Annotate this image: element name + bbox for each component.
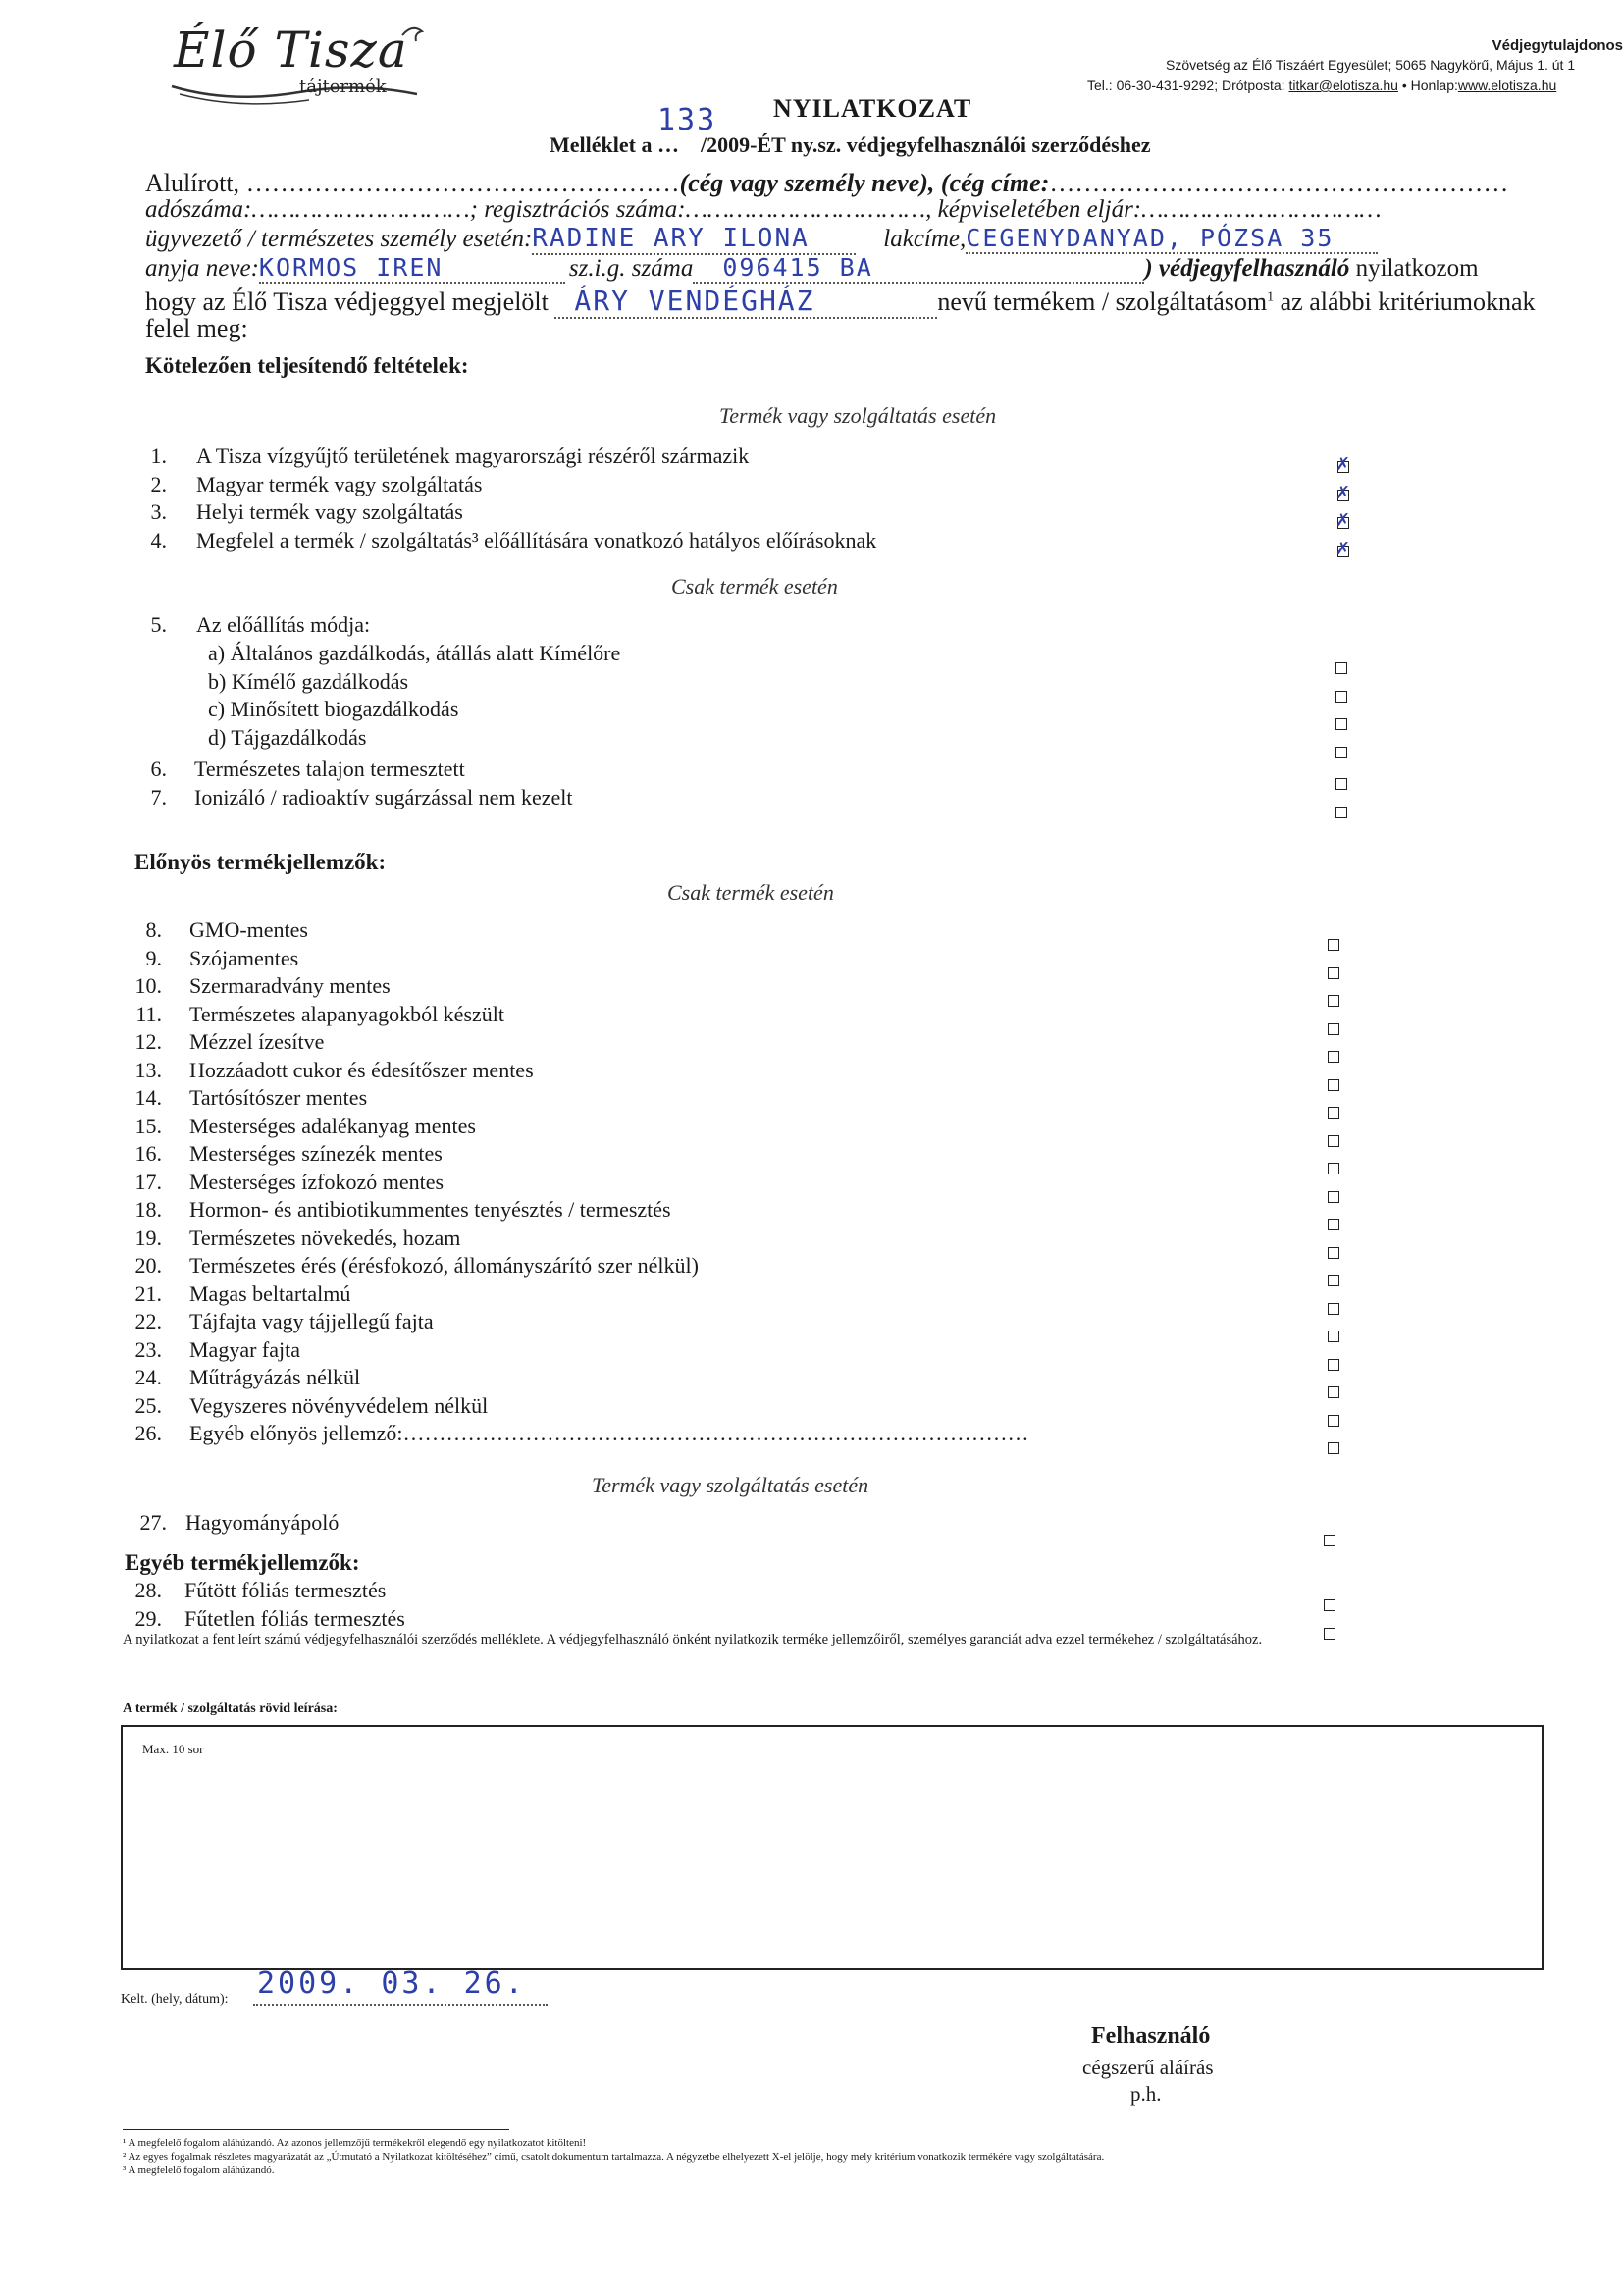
item-label: Tartósítószer mentes [189, 1085, 368, 1110]
item-label: Természetes érés (érésfokozó, állományszárító szer nélkül) [189, 1253, 699, 1278]
item-number: 15. [134, 1113, 162, 1138]
item-number: 12. [134, 1029, 162, 1054]
section-advantageous-heading: Előnyös termékjellemzők: [134, 850, 387, 874]
item-label-27: Hagyományápoló [185, 1510, 340, 1535]
item-label: GMO-mentes [189, 917, 308, 942]
item-number: 8. [145, 917, 162, 942]
description-label: A termék / szolgáltatás rövid leírása: [123, 1701, 338, 1716]
item-number: 29. [134, 1605, 162, 1631]
mother-name: KORMOS IREN [259, 253, 565, 284]
item-label: Egyéb előnyös jellemző:…………………………………………………………………………… [189, 1421, 1029, 1445]
item-number: 28. [134, 1578, 162, 1602]
item-label: Mesterséges adalékanyag mentes [189, 1113, 476, 1138]
item-label: Magyar fajta [189, 1336, 300, 1362]
address: CEGENYDANYAD, PÓZSA 35 [966, 224, 1378, 254]
intro-line-1: Alulírott, ……………………………………………(cég vagy személy neve), (cég címe:……………………………………………… [145, 169, 1509, 197]
checkbox[interactable] [1335, 807, 1347, 818]
item-label: Mesterséges színezék mentes [189, 1141, 443, 1166]
intro-line-5: hogy az Élő Tisza védjeggyel megjelölt ÁRY VENDÉGHÁZ nevű termékem / szolgáltatásom$^1$ az alábbi kritériumoknak [145, 285, 1536, 317]
production-method-option: a) Általános gazdálkodás, átállás alatt Kímélőre [208, 641, 621, 665]
page-subtitle: Melléklet a 133 … /2009-ÉT ny.sz. védjegyfelhasználói szerződéshez [550, 103, 1151, 157]
checkbox[interactable] [1328, 1163, 1339, 1174]
subheading-product-or-service-2: Termék vagy szolgáltatás esetén [592, 1473, 869, 1497]
checkbox[interactable] [1335, 510, 1351, 531]
item-label: Mesterséges ízfokozó mentes [189, 1169, 445, 1194]
item-number: 27. [139, 1510, 167, 1535]
item-number: 26. [134, 1421, 162, 1445]
production-method-option: b) Kímélő gazdálkodás [208, 668, 409, 694]
logo [162, 18, 437, 106]
item-label: Természetes növekedés, hozam [189, 1225, 461, 1250]
checkbox[interactable] [1335, 747, 1347, 758]
item-label: Helyi termék vagy szolgáltatás [196, 499, 463, 524]
item-number: 14. [134, 1085, 162, 1110]
product-name: ÁRY VENDÉGHÁZ [554, 285, 937, 319]
checkbox[interactable] [1328, 1303, 1339, 1315]
item-number: 4. [150, 527, 167, 552]
signature-line-1: cégszerű aláírás [1082, 2056, 1214, 2079]
intro-line-3: ügyvezető / természetes személy esetén:RADINE ARY ILONA lakcíme,CEGENYDANYAD, PÓZSA 35 [145, 224, 1378, 255]
item-label: Szermaradvány mentes [189, 973, 391, 998]
subheading-product-only-2: Csak termék esetén [667, 880, 834, 905]
checkbox[interactable] [1328, 1079, 1339, 1091]
item-label: Magyar termék vagy szolgáltatás [196, 471, 483, 496]
item-number: 18. [134, 1197, 162, 1222]
declaration-note: A nyilatkozat a fent leírt számú védjegyfelhasználói szerződés melléklete. A védjegyfelhasználó önként nyilatkozik terméke jellemzőiről, személyes garanciát adva ezzel termékehez / szolgáltatásához. [123, 1632, 1263, 1647]
footnote: ³ A megfelelő fogalom aláhúzandó. [123, 2165, 275, 2176]
signature-line-2: p.h. [1130, 2082, 1162, 2106]
checkbox[interactable] [1328, 939, 1339, 951]
checkbox[interactable] [1324, 1599, 1335, 1611]
item-number: 10. [134, 973, 162, 998]
checkbox[interactable] [1328, 1023, 1339, 1035]
item-number: 21. [134, 1280, 162, 1306]
section-mandatory-heading: Kötelezően teljesítendő feltételek: [145, 353, 469, 378]
check-mark-x: ✗ [1335, 454, 1351, 475]
checkbox[interactable] [1335, 691, 1347, 703]
item-number: 7. [150, 784, 167, 809]
subheading-product-or-service: Termék vagy szolgáltatás esetén [719, 403, 997, 428]
subheading-product-only: Csak termék esetén [671, 574, 838, 599]
check-mark-x: ✗ [1335, 482, 1351, 503]
item-label: Szójamentes [189, 945, 299, 970]
footnote: ² Az egyes fogalmak részletes magyarázatát az „Útmutató a Nyilatkozat kitöltéséhez” című, csatolt dokumentum tartalmazza. A négyzetbe elhelyezett X-el jelölje, hogy mely kritérium vonatkozik termékére vagy szolgáltatására. [123, 2151, 1105, 2163]
checkbox[interactable] [1328, 1386, 1339, 1398]
item-label: Ionizáló / radioaktív sugárzással nem kezelt [194, 784, 573, 809]
fill-line: …………………………………………………………………………… [402, 1421, 1029, 1445]
checkbox[interactable] [1328, 967, 1339, 979]
item-number: 17. [134, 1169, 162, 1194]
description-hint: Max. 10 sor [142, 1742, 204, 1756]
item-label: Hormon- és antibiotikummentes tenyésztés / termesztés [189, 1197, 671, 1222]
checkbox[interactable] [1335, 482, 1351, 503]
check-mark-x: ✗ [1335, 510, 1351, 531]
representative-name: RADINE ARY ILONA [532, 224, 856, 255]
contract-number: 133 … [656, 103, 717, 157]
website-link[interactable]: www.elotisza.hu [1457, 78, 1557, 93]
item-label: Fűtetlen fóliás termesztés [184, 1605, 405, 1631]
item-number: 25. [134, 1392, 162, 1418]
intro-line-2: adószáma:…………………………; regisztrációs száma:……………………………, képviseletében eljár:…………………………… [145, 196, 1382, 223]
item-number: 5. [150, 612, 167, 637]
date-field[interactable]: 2009. 03. 26. [253, 1970, 548, 2006]
logo-title: Élő Tisza [174, 22, 408, 78]
owner-org: Szövetség az Élő Tiszáért Egyesület; 5065 Nagykörű, Május 1. út 1 [1166, 57, 1576, 73]
checkbox[interactable] [1328, 1191, 1339, 1203]
production-method-option: d) Tájgazdálkodás [208, 724, 367, 750]
signature-title: Felhasználó [1091, 2023, 1211, 2049]
item-number: 16. [134, 1141, 162, 1166]
item-number: 23. [134, 1336, 162, 1362]
item-number: 11. [135, 1001, 162, 1026]
checkbox[interactable] [1335, 778, 1347, 790]
checkbox[interactable] [1335, 538, 1351, 559]
checkbox[interactable] [1328, 1135, 1339, 1147]
checkbox-27[interactable] [1324, 1535, 1335, 1546]
description-box[interactable] [121, 1725, 1544, 1970]
production-method-option: c) Minősített biogazdálkodás [208, 697, 459, 721]
checkbox[interactable] [1328, 1442, 1339, 1454]
id-number: 096415 BA [693, 253, 1144, 284]
item-label: Természetes alapanyagokból készült [189, 1001, 504, 1026]
page-title: NYILATKOZAT [773, 94, 972, 123]
item-number: 20. [134, 1253, 162, 1278]
owner-contact: Tel.: 06-30-431-9292; Drótposta: titkar@elotisza.hu • Honlap:www.elotisza.hu [1087, 78, 1557, 93]
item-label: A Tisza vízgyűjtő területének magyarországi részéről származik [196, 444, 750, 468]
item-number: 1. [150, 444, 167, 468]
checkbox[interactable] [1335, 718, 1347, 730]
logo-subtitle: tájtermék [299, 77, 387, 97]
checkbox[interactable] [1328, 1107, 1339, 1119]
item-number: 24. [134, 1365, 162, 1389]
item-number: 19. [134, 1225, 162, 1250]
footnote: ¹ A megfelelő fogalom aláhúzandó. Az azonos jellemzőjű termékekről elegendő egy nyilatkozatot kitölteni! [123, 2137, 587, 2149]
item-number: 9. [145, 945, 162, 970]
item-number: 2. [150, 471, 167, 496]
item-label: Természetes talajon termesztett [194, 757, 465, 781]
item-label: Hozzáadott cukor és édesítőszer mentes [189, 1057, 534, 1082]
item-label: Megfelel a termék / szolgáltatás³ előállítására vonatkozó hatályos előírásoknak [196, 527, 877, 552]
item-number: 13. [134, 1057, 162, 1082]
owner-title: Védjegytulajdonos [1492, 37, 1623, 54]
checkbox[interactable] [1328, 1275, 1339, 1286]
item-number: 6. [150, 757, 167, 781]
item-production-method: Az előállítás módja: [196, 612, 371, 637]
footnote-divider [123, 2129, 509, 2130]
checkbox[interactable] [1328, 1051, 1339, 1063]
item-number: 3. [150, 499, 167, 524]
date-label: Kelt. (hely, dátum): [121, 1992, 229, 2007]
item-label: Fűtött fóliás termesztés [184, 1578, 387, 1602]
item-label: Mézzel ízesítve [189, 1029, 325, 1054]
checkbox[interactable] [1335, 662, 1347, 674]
checkbox[interactable] [1328, 1331, 1339, 1342]
item-label: Tájfajta vagy tájjellegű fajta [189, 1309, 434, 1333]
item-number: 22. [134, 1309, 162, 1333]
intro-line-4: anyja neve:KORMOS IREN sz.i.g. száma 096415 BA ) védjegyfelhasználó nyilatkozom [145, 253, 1479, 282]
checkbox[interactable] [1328, 1359, 1339, 1371]
item-label: Műtrágyázás nélkül [189, 1365, 361, 1389]
checkbox[interactable] [1335, 454, 1351, 475]
checkbox[interactable] [1328, 1219, 1339, 1230]
checkbox[interactable] [1328, 1247, 1339, 1259]
item-label: Magas beltartalmú [189, 1280, 351, 1306]
checkbox[interactable] [1328, 1415, 1339, 1427]
item-label: Vegyszeres növényvédelem nélkül [189, 1392, 489, 1418]
section-other-heading: Egyéb termékjellemzők: [125, 1550, 360, 1575]
email-link[interactable]: titkar@elotisza.hu [1288, 78, 1398, 93]
checkbox[interactable] [1328, 995, 1339, 1007]
intro-line-6: felel meg: [145, 314, 248, 342]
check-mark-x: ✗ [1335, 538, 1351, 559]
